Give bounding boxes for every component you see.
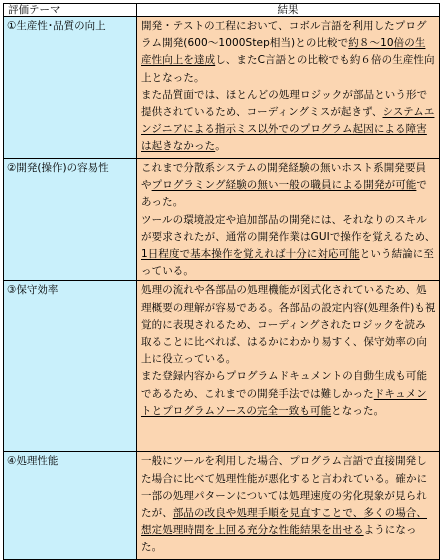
result-paragraph — [141, 87, 436, 156]
result-paragraph — [141, 282, 436, 368]
topic-cell: ②開発(操作)の容易性 — [4, 159, 137, 281]
result-cell — [137, 17, 440, 159]
result-text: であった。 — [141, 179, 428, 209]
table-row-maintenance — [4, 281, 440, 452]
result-paragraph — [141, 212, 436, 281]
result-highlight: ドキュメントとプログラムソースの完全一致も可能 — [141, 387, 427, 417]
result-text: また品質面では、ほとんどの処理ロジックが部品という形で提供されているため、コーディングミスが起きず、 — [141, 88, 428, 119]
result-cell — [137, 159, 440, 281]
evaluation-table — [3, 3, 440, 560]
header-topic: 評価テーマ — [4, 4, 137, 17]
result-text: 一般にツールを利用した場合、プログラム言語で直接開発した場合に比べて処理性能が悪化すると言われている。確かに一部の処理パターンについては処理速度の劣化現象が見られたが、 — [141, 455, 428, 520]
header-result: 結果 — [137, 4, 440, 17]
result-text: ようになった。 — [141, 524, 417, 554]
result-text: となった。 — [331, 404, 385, 417]
result-text: ツールの環境設定や追加部品の開発には、それなりのスキルが要求されたが、通常の開発作業はGUIで操作を覚えるため、 — [141, 213, 436, 243]
topic-cell: ①生産性･品質の向上 — [4, 17, 137, 159]
result-text: という結論に至っている。 — [141, 248, 434, 278]
result-text: また登録内容からプログラムドキュメントの自動生成も可能であるため、これまでの開発手法では難しかった — [141, 370, 428, 400]
result-text: 開発・テストの工程において、コボル言語を利用したプログラム開発(600～1000Step相当)との比較で — [141, 20, 427, 50]
result-highlight: 約８～10倍の生産性向上を達成 — [141, 37, 426, 67]
topic-cell: ④処理性能 — [4, 452, 137, 560]
result-highlight: 1日程度で基本操作を覚えれば十分に対応可能 — [141, 248, 360, 261]
result-highlight: システムエンジニアによる指示ミス以外でのプログラム起因による障害は起きなかった — [141, 106, 435, 153]
table-row-usability — [4, 159, 440, 281]
result-paragraph — [141, 160, 436, 212]
table-row-performance — [4, 452, 440, 560]
result-text: 。 — [215, 140, 226, 153]
result-paragraph — [141, 18, 436, 87]
result-cell — [137, 452, 440, 560]
result-cell — [137, 281, 440, 452]
header-row — [4, 4, 440, 17]
table-row-productivity — [4, 17, 440, 159]
result-paragraph — [141, 368, 436, 420]
result-paragraph — [141, 453, 436, 556]
result-highlight: 部品の改良や処理手順を見直すことで、多くの場合、想定処理時間を上回る充分な性能結果を出せる — [141, 507, 428, 537]
result-text: し、またC言語との比較でも約６倍の生産性向上となった。 — [141, 54, 435, 84]
result-highlight: プログラミング経験の無い一般の職員による開発が可能 — [151, 179, 417, 192]
evaluation-table-container — [3, 3, 439, 560]
result-text: これまで分散系システムの開発経験の無いホスト系開発要員や — [141, 162, 427, 192]
result-text: 処理の流れや各部品の処理機能が図式化されているため、処理概要の理解が容易である。各部品の設定内容(処理条件)も視覚的に表現されるため、コーディングされたロジックを読み取ることに比べれば、はるかにわかり易すく、保守効率の向上に役立っている。 — [141, 284, 436, 366]
topic-cell: ③保守効率 — [4, 281, 137, 452]
